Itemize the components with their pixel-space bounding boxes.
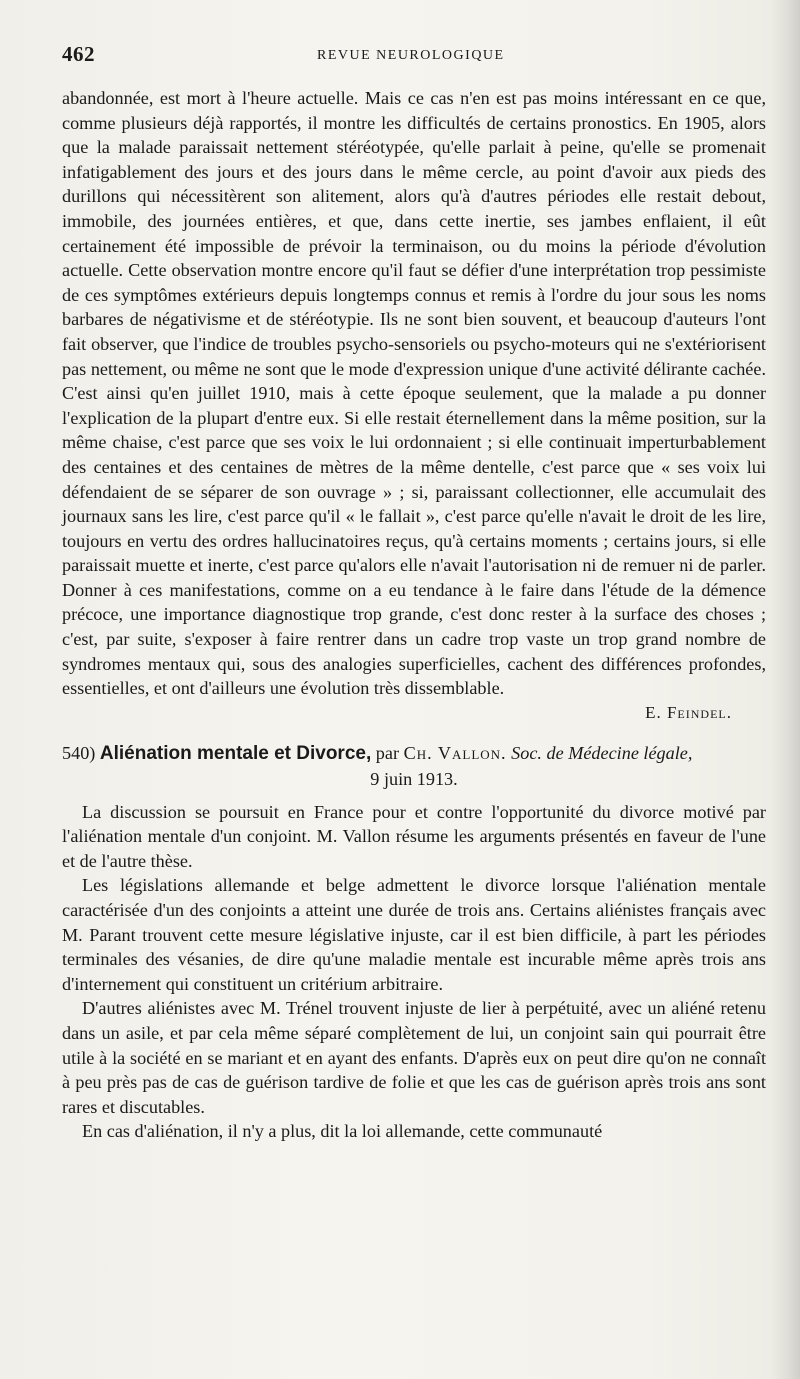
article-paragraph-4: En cas d'aliénation, il n'y a plus, dit la loi allemande, cette communauté: [82, 1121, 603, 1142]
article-paragraph-3: D'autres aliénistes avec M. Trénel trouvent injuste de lier à perpétuité, avec un aliéné retenu dans un asile, et par cela même séparé complètement de lui, un conjoint sain qui pourrait être utile à la société en se mariant et en ayant des enfants. D'après eux on peut dire qu'on ne connaît à peu près pas de cas de guérison tardive de folie et que les cas de guérison après trois ans sont rares et discutables.: [62, 998, 766, 1117]
article-heading: [62, 741, 766, 767]
page-edge-shadow: [770, 0, 800, 1379]
article-title: Aliénation mentale et Divorce,: [99, 743, 372, 765]
signature: [62, 701, 732, 726]
article-number: 540): [62, 743, 96, 764]
body-text: [62, 86, 766, 1144]
signature-name: Feindel.: [666, 702, 732, 722]
page-number: 462: [62, 42, 95, 66]
article-author: Ch. Vallon.: [403, 743, 507, 764]
journal-title: REVUE NEUROLOGIQUE: [317, 48, 505, 63]
article-source: Soc. de Médecine légale,: [511, 743, 693, 764]
article-by: par: [375, 743, 400, 764]
article-paragraph-2: Les législations allemande et belge admettent le divorce lorsque l'aliénation mentale caractérisée d'un des conjoints a atteint une durée de trois ans. Certains aliénistes français avec M. Parant trouvent cette mesure législative injuste, car il est bien difficile, à part les périodes terminales des vésanies, de dire qu'une maladie mentale est incurable même après trois ans d'internement qui constituent un critérium arbitraire.: [62, 875, 766, 994]
running-head: [62, 42, 762, 72]
previous-article-paragraph: abandonnée, est mort à l'heure actuelle. Mais ce cas n'en est pas moins intéressant en ce que, comme plusieurs déjà rapportés, il montre les difficultés de certains pronostics. En 1905, alors que la malade paraissait nettement stéréotypée, qu'elle parlait à peine, qu'elle se promenait infatigablement des jours et des jours dans le même cercle, au point d'avoir aux pieds des durillons qui nécessitèrent son alitement, alors qu'à d'autres périodes elle restait debout, immobile, des journées entières, et que, dans cette inertie, ses jambes enflaient, il eût certainement été impossible de prévoir la terminaison, ou du moins la période d'évolution actuelle. Cette observation montre encore qu'il faut se défier d'une interprétation trop pessimiste de ces symptômes extérieurs depuis longtemps connus et remis à l'ordre du jour sous les noms barbares de négativisme et de stéréotypie. Ils ne sont bien souvent, et beaucoup d'auteurs l'ont fait observer, que l'indice de troubles psycho-sensoriels ou psycho-moteurs qui ne s'extériorisent pas nettement, ou même ne sont que le mode d'expression unique d'une activité délirante cachée. C'est ainsi qu'en juillet 1910, mais à cette époque seulement, que la malade a pu donner l'explication de la plupart d'entre eux. Si elle restait éternellement dans la même position, sur la même chaise, c'est parce que ses voix le lui ordonnaient ; si elle continuait imperturbablement des centaines et des centaines de mètres de la même dentelle, c'est parce que « ses voix lui défendaient de se séparer de son ouvrage » ; si, paraissant collectionner, elle accumulait des journaux sans les lire, c'est parce qu'il « le fallait », c'est parce qu'elle n'avait le droit de les lire, toujours en vertu des ordres hallucinatoires reçus, qu'à certains moments ; certains jours, si elle paraissait muette et inerte, c'est parce qu'alors elle n'avait l'autorisation ni de remuer ni de parler. Donner à ces manifestations, comme on a eu tendance à le faire dans l'étude de la démence précoce, une importance diagnostique trop grande, c'est donc rester à la surface des choses ; c'est, par suite, s'exposer à faire rentrer dans un cadre trop vaste un trop grand nombre de syndromes mentaux qui, sous des analogies superficielles, cachent des différences profondes, essentielles, et ont d'ailleurs une évolution très dissemblable.: [62, 88, 766, 699]
signature-initial: E.: [645, 702, 662, 722]
article-date: 9 juin 1913.: [370, 769, 458, 790]
article: [62, 741, 766, 1144]
article-paragraph-1: La discussion se poursuit en France pour et contre l'opportunité du divorce motivé par l'aliénation mentale d'un conjoint. M. Vallon résume les arguments présentés en faveur de l'une et de l'autre thèse.: [62, 801, 766, 871]
